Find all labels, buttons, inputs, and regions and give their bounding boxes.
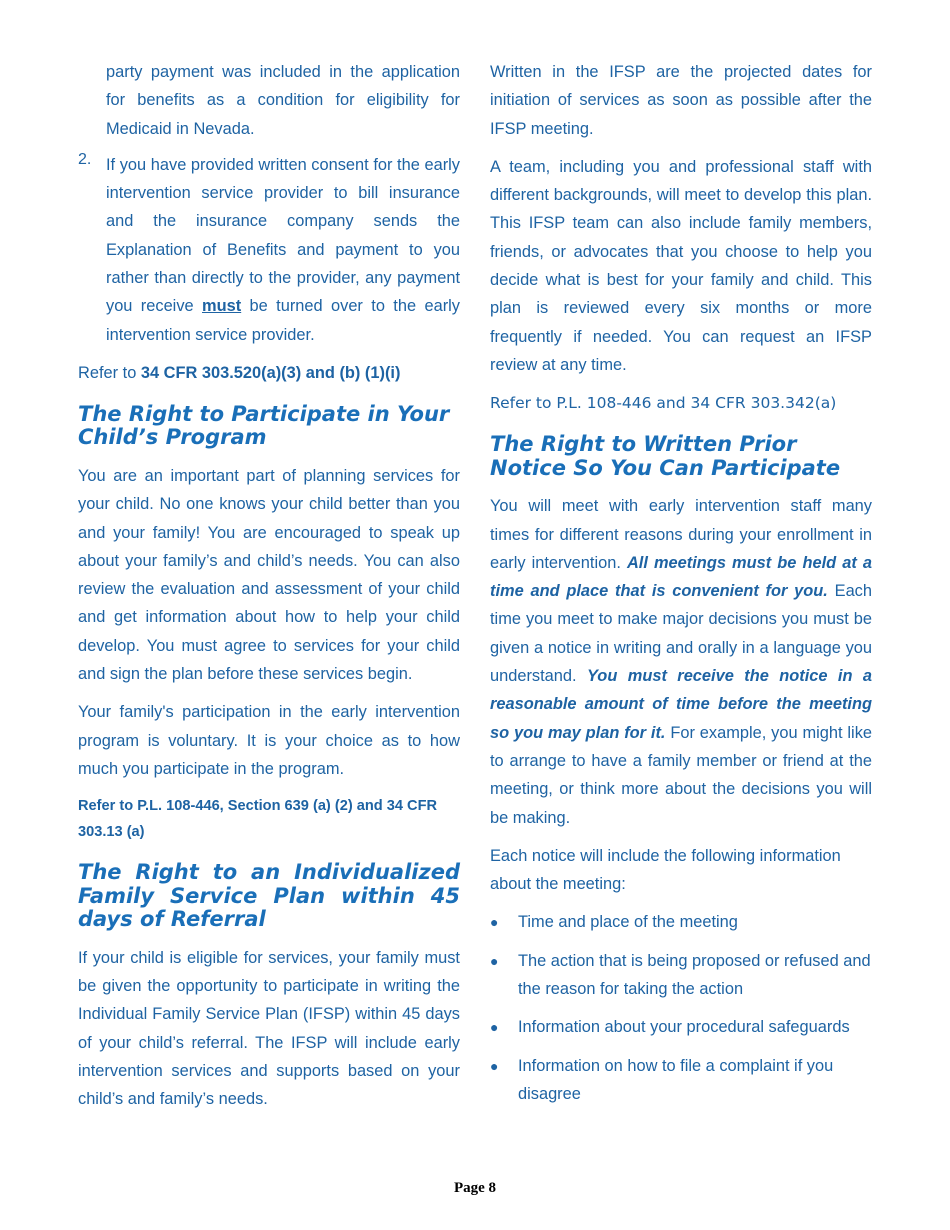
numbered-item-2 xyxy=(78,151,460,349)
notice-paragraph-1: You will meet with early intervention staff many times for different reasons during your enrollment in early intervention. All meetings must be held at a time and place that is convenient for you. Each time you meet to make major decisions you must be given a notice in writing and orally in a language you understand. You must receive the notice in a reasonable amount of time before the meeting so you may plan for it. For example, you might like to arrange to have a family member or friend at the meeting, or think more about the decisions you will be making. xyxy=(490,497,873,827)
participate-paragraph-1: You are an important part of planning services for your child. No one knows your child better than you and your family! You are encouraged to speak up about your family’s and child’s needs. You can also review the evaluation and assessment of your child and get information about how to help your child develop. You must agree to services for your child and sign the plan before these services begin. xyxy=(78,466,460,684)
list-item: ● Information about your procedural safeguards xyxy=(490,1013,872,1041)
item-number: 2. xyxy=(78,150,92,168)
reference-2: Refer to P.L. 108-446, Section 639 (a) (2) and 34 CFR 303.13 (a) xyxy=(78,798,438,841)
reference-3: Refer to P.L. 108-446 and 34 CFR 303.342(a) xyxy=(490,394,837,413)
heading-ifsp-45-days: The Right to an Individualized Family Service Plan within 45 days of Referral xyxy=(78,860,460,932)
reference-1: Refer to 34 CFR 303.520(a)(3) and (b) (1)(i) xyxy=(78,363,401,382)
ifsp-team-paragraph: A team, including you and professional staff with different backgrounds, will meet to develop this plan. This IFSP team can also include family members, friends, or advocates that you choose to help you decide what is best for your family and child. This plan is reviewed every six months or more frequently if needed. You can request an IFSP review at any time. xyxy=(490,157,872,374)
list-item: ● Time and place of the meeting xyxy=(490,908,872,936)
bullet-icon: ● xyxy=(490,914,499,931)
ifsp-paragraph-2: Written in the IFSP are the projected dates for initiation of services as soon as possible after the IFSP meeting. xyxy=(490,63,872,138)
notice-paragraph-2: Each notice will include the following information about the meeting: xyxy=(490,846,841,894)
bullet-icon: ● xyxy=(490,1019,499,1036)
ifsp-paragraph-1: If your child is eligible for services, your family must be given the opportunity to participate in writing the Individual Family Service Plan (IFSP) within 45 days of your child’s referral. The IFSP will include early intervention services and supports based on your child’s and family’s needs. xyxy=(78,948,460,1109)
page-number: Page 8 xyxy=(453,1180,497,1196)
list-item: ● Information on how to file a complaint if you disagree xyxy=(490,1052,872,1109)
bullet-icon: ● xyxy=(490,952,499,969)
right-column xyxy=(490,58,872,1108)
heading-right-to-participate: The Right to Participate in Your Child’s Program xyxy=(78,401,450,450)
heading-written-prior-notice: The Right to Written Prior Notice So You Can Participate xyxy=(490,432,841,480)
list-item: ● The action that is being proposed or refused and the reason for taking the action xyxy=(490,947,872,1004)
left-column xyxy=(78,58,460,1114)
must-emphasis: must xyxy=(202,297,242,316)
continuation-paragraph: party payment was included in the application for benefits as a condition for eligibility for Medicaid in Nevada. xyxy=(106,63,460,138)
item-2-text: If you have provided written consent for the early intervention service provider to bill insurance and the insurance company sends the Explanation of Benefits and payment to you rather than directly to the provider, any payment you receive must be turned over to the early intervention service provider. xyxy=(106,155,460,344)
participate-paragraph-2: Your family's participation in the early intervention program is voluntary. It is your choice as to how much you participate in the program. xyxy=(78,703,460,778)
notice-bullet-list xyxy=(490,908,872,1108)
bullet-icon: ● xyxy=(490,1057,499,1074)
